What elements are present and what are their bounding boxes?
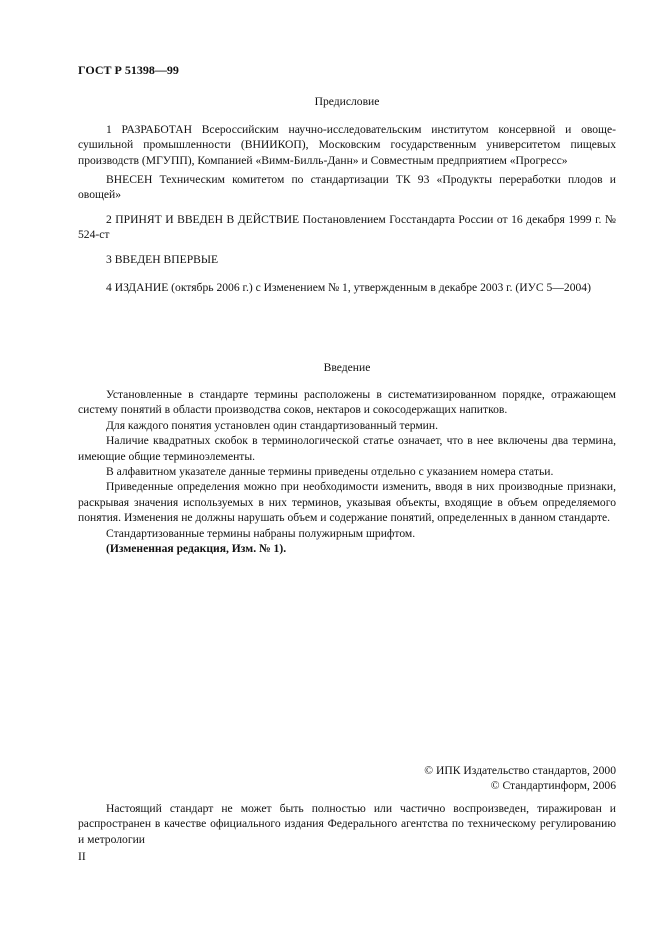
copyright-publisher: © ИПК Издательство стандартов, 2000 [424,764,616,777]
intro-paragraph-1: Установленные в стандарте термины расположены в систематизированном порядке, отражающем систему понятий в области производства соков, нектаров и сокосодержащих напитков. [78,388,616,417]
copyright-standartinform: © Стандартинформ, 2006 [490,779,616,792]
preface-paragraph-4: 3 ВВЕДЕН ВПЕРВЫЕ [106,253,219,266]
standard-code: ГОСТ Р 51398—99 [78,63,179,77]
preface-paragraph-2: ВНЕСЕН Техническим комитетом по стандартизации ТК 93 «Продукты переработки плодов и овощей» [78,173,616,202]
reproduction-notice [78,801,616,847]
reproduction-notice-text: Настоящий стандарт не может быть полностью или частично воспроизведен, тиражирован и распространен в качестве официального издания Федерального агентства по техническому регулированию и метрологии [78,802,616,846]
preface-paragraph-3: 2 ПРИНЯТ И ВВЕДЕН В ДЕЙСТВИЕ Постановлением Госстандарта России от 16 декабря 1999 г. № 524-ст [78,213,616,242]
page-number: II [78,850,86,863]
preface-adopted [78,212,616,243]
preface-edition [78,280,616,295]
intro-amendment-note: (Измененная редакция, Изм. № 1). [106,542,287,556]
intro-paragraph-5: Приведенные определения можно при необходимости изменить, вводя в них производные признаки, раскрывая значения используемых в них терминов, указывая объекты, входящие в объем определяемого понятия. Изменения не должны нарушать объем и содержание понятий, определенных в данном стандарте. [78,480,616,525]
preface-developed [78,122,616,168]
intro-paragraph-4: В алфавитном указателе данные термины приведены отдельно с указанием номера статьи. [106,465,554,479]
intro-body [78,387,616,556]
intro-title: Введение [323,361,371,374]
intro-paragraph-6: Стандартизованные термины набраны полужирным шрифтом. [106,526,416,540]
preface-first-introduced [78,252,616,267]
preface-paragraph-5: 4 ИЗДАНИЕ (октябрь 2006 г.) с Изменением № 1, утвержденным в декабре 2003 г. (ИУС 5—2004) [106,281,591,294]
preface-paragraph-1: 1 РАЗРАБОТАН Всероссийским научно-исследовательским институтом консервной и овоще-сушильной промышленности (ВНИИКОП), Московским государственным университетом пищевых производств (МГУПП), Компанией «Вимм-Билль-Данн» и Совместным предприятием «Прогресс» [78,123,616,167]
intro-paragraph-2: Для каждого понятия установлен один стандартизованный термин. [106,418,438,432]
intro-paragraph-3: Наличие квадратных скобок в терминологической статье означает, что в нее включены два термина, имеющие общие терминоэлементы. [78,434,616,463]
preface-title: Предисловие [314,95,380,108]
preface-introduced [78,172,616,203]
